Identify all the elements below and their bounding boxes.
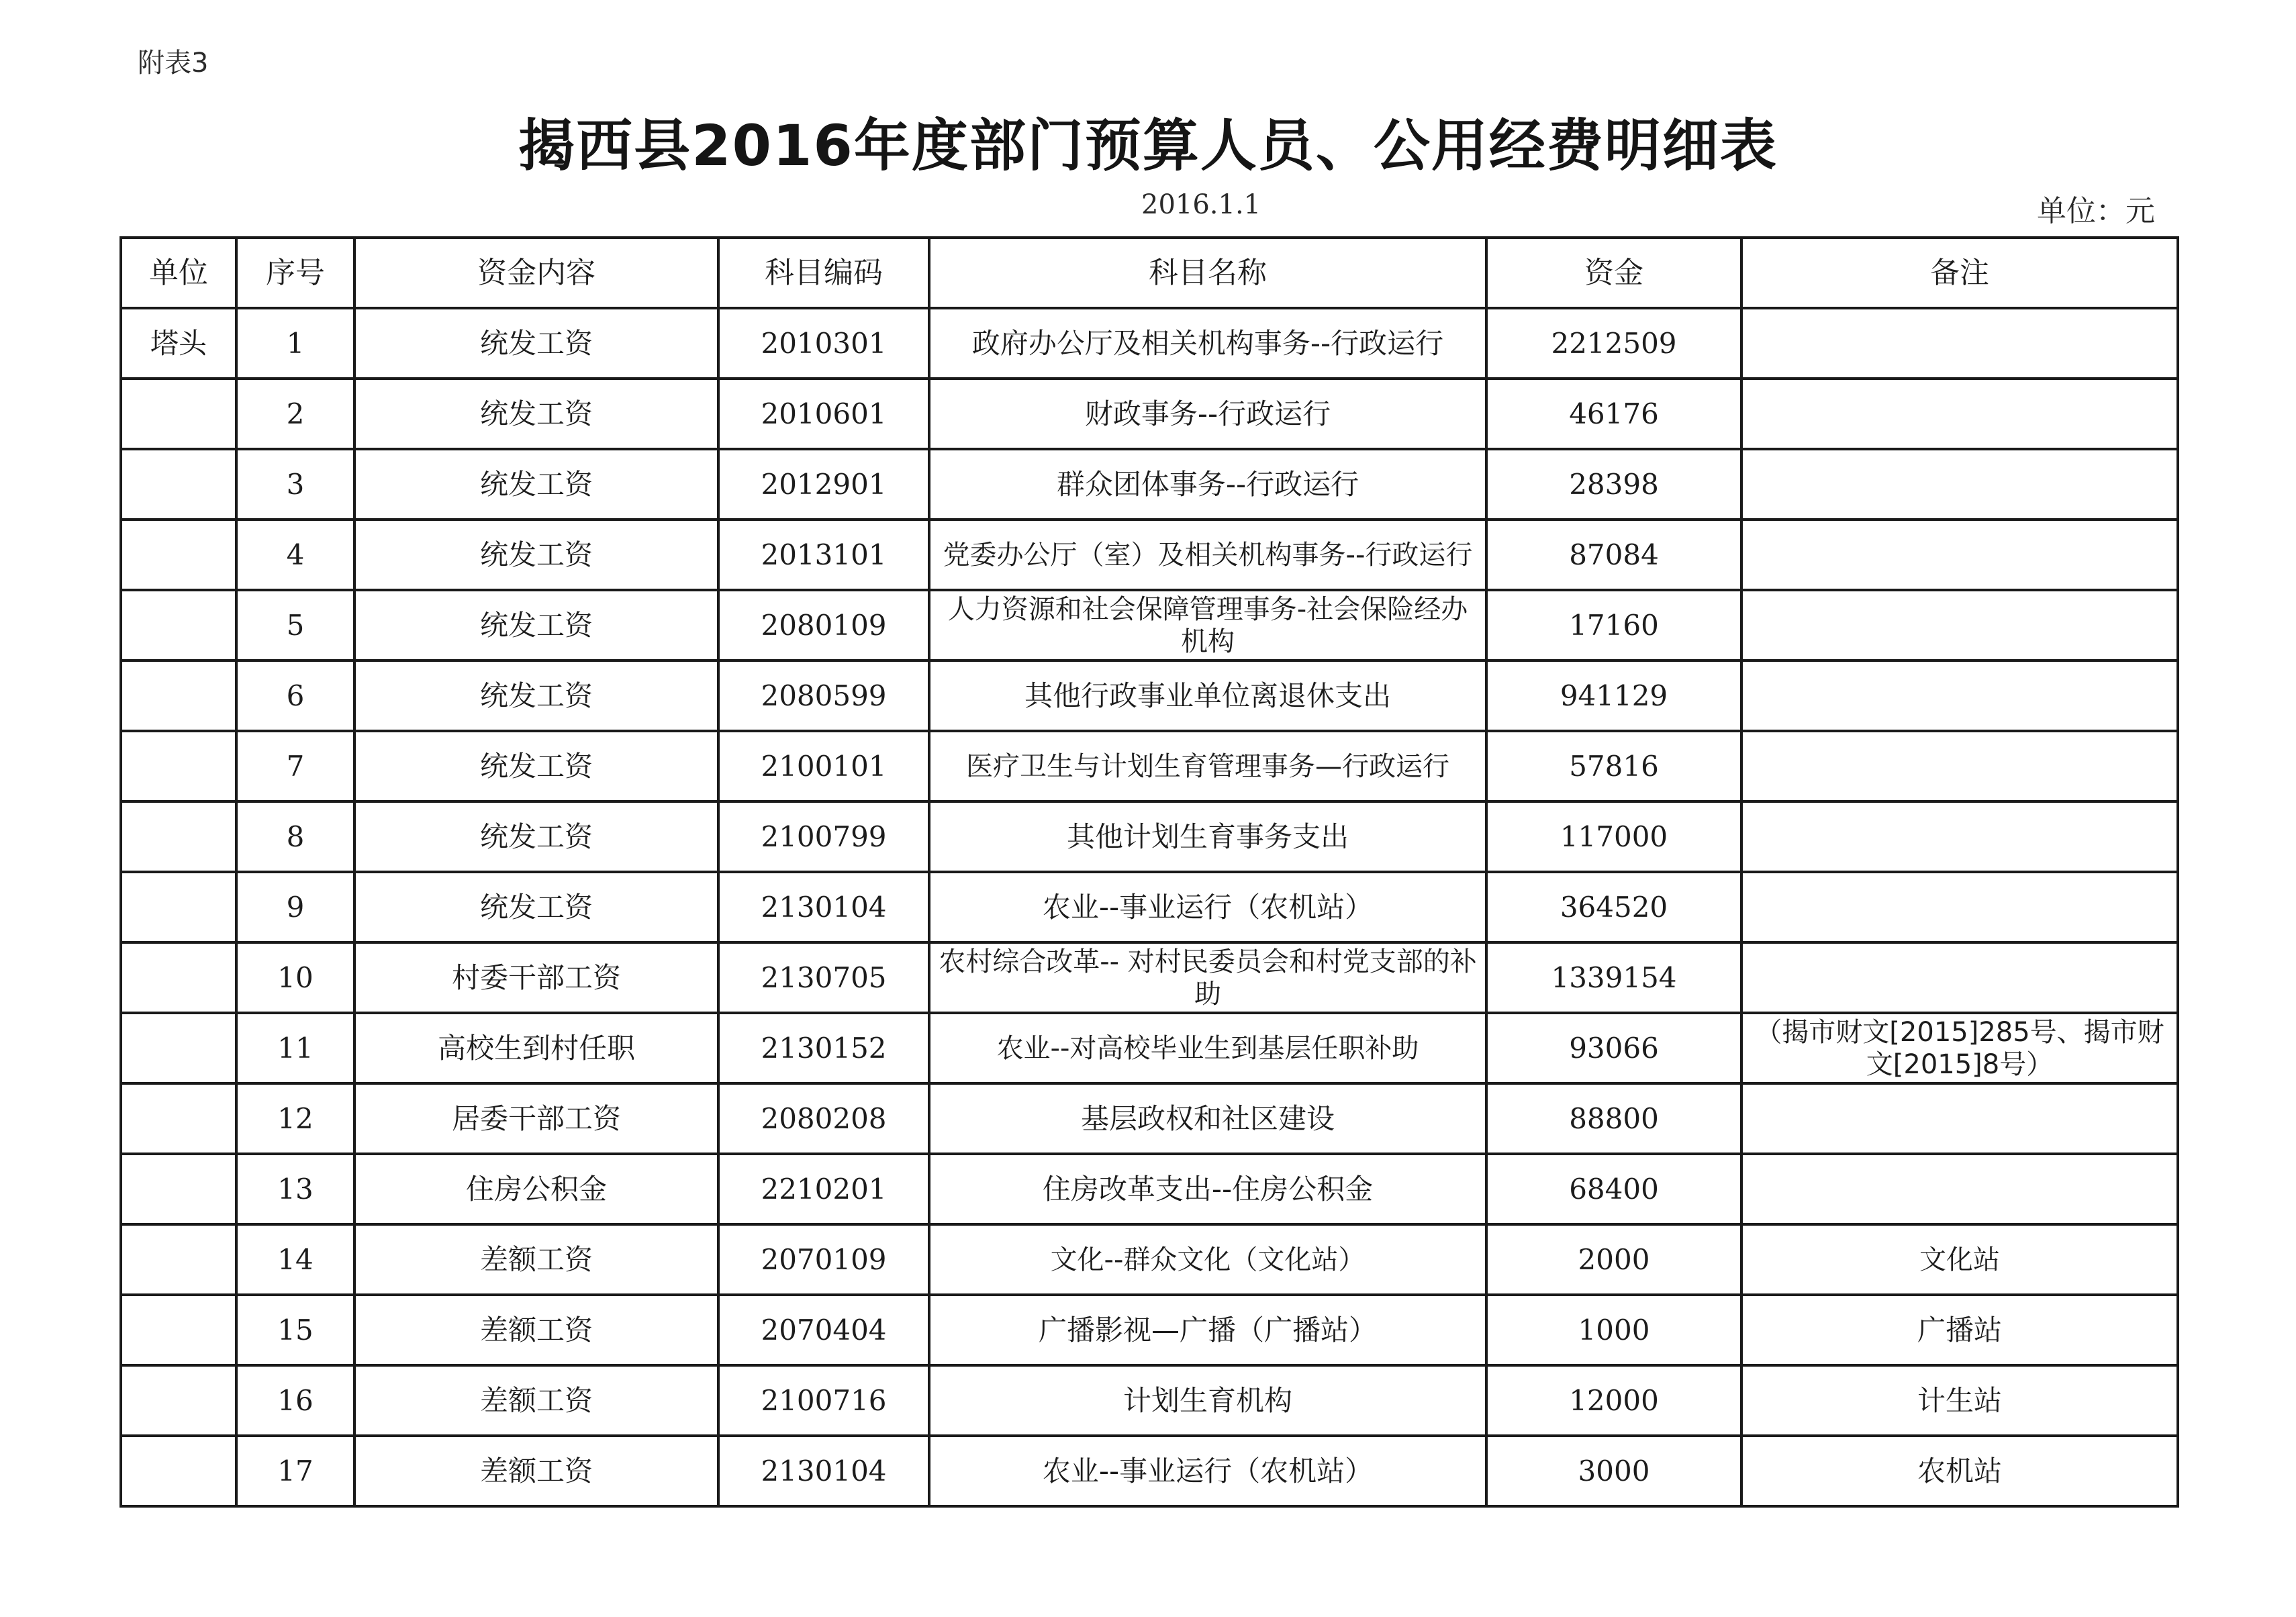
cell-amount: 17160: [1486, 590, 1741, 660]
cell-code: 2013101: [718, 520, 929, 590]
cell-seq: 11: [236, 1013, 354, 1083]
cell-seq: 14: [236, 1224, 354, 1295]
cell-code: 2130104: [718, 872, 929, 942]
cell-content: 差额工资: [354, 1436, 718, 1506]
cell-subject-name: 政府办公厅及相关机构事务--行政运行: [929, 308, 1486, 379]
cell-code: 2010601: [718, 379, 929, 449]
cell-content: 差额工资: [354, 1365, 718, 1436]
cell-code: 2070404: [718, 1295, 929, 1365]
header-code: 科目编码: [718, 238, 929, 308]
cell-content: 统发工资: [354, 308, 718, 379]
cell-content: 统发工资: [354, 731, 718, 801]
table-row: [121, 731, 2178, 801]
table-row: [121, 590, 2178, 660]
cell-amount: 3000: [1486, 1436, 1741, 1506]
cell-code: 2012901: [718, 449, 929, 520]
cell-unit: [121, 942, 236, 1013]
cell-content: 统发工资: [354, 801, 718, 872]
cell-remark: [1741, 590, 2178, 660]
cell-content: 统发工资: [354, 872, 718, 942]
cell-remark: [1741, 872, 2178, 942]
cell-amount: 57816: [1486, 731, 1741, 801]
cell-amount: 2212509: [1486, 308, 1741, 379]
cell-amount: 88800: [1486, 1083, 1741, 1154]
cell-unit: [121, 1295, 236, 1365]
cell-code: 2100799: [718, 801, 929, 872]
cell-amount: 46176: [1486, 379, 1741, 449]
cell-remark: [1741, 379, 2178, 449]
cell-amount: 28398: [1486, 449, 1741, 520]
cell-code: 2080599: [718, 660, 929, 731]
cell-subject-name: 文化--群众文化（文化站）: [929, 1224, 1486, 1295]
table-row: [121, 660, 2178, 731]
cell-unit: [121, 1154, 236, 1224]
cell-code: 2010301: [718, 308, 929, 379]
cell-subject-name: 农业--对高校毕业生到基层任职补助: [929, 1013, 1486, 1083]
cell-code: 2070109: [718, 1224, 929, 1295]
cell-remark: [1741, 731, 2178, 801]
cell-seq: 15: [236, 1295, 354, 1365]
cell-unit: [121, 1365, 236, 1436]
table-header-row: [121, 238, 2178, 308]
cell-remark: （揭市财文[2015]285号、揭市财文[2015]8号）: [1741, 1013, 2178, 1083]
header-amount: 资金: [1486, 238, 1741, 308]
cell-code: 2100716: [718, 1365, 929, 1436]
cell-code: 2100101: [718, 731, 929, 801]
cell-subject-name: 广播影视—广播（广播站）: [929, 1295, 1486, 1365]
document-date: 2016.1.1: [1141, 189, 1261, 220]
cell-subject-name: 党委办公厅（室）及相关机构事务--行政运行: [929, 520, 1486, 590]
cell-subject-name: 财政事务--行政运行: [929, 379, 1486, 449]
cell-remark: 计生站: [1741, 1365, 2178, 1436]
cell-unit: [121, 1436, 236, 1506]
cell-content: 统发工资: [354, 590, 718, 660]
header-seq: 序号: [236, 238, 354, 308]
cell-code: 2210201: [718, 1154, 929, 1224]
cell-subject-name: 计划生育机构: [929, 1365, 1486, 1436]
table-row: [121, 1013, 2178, 1083]
cell-content: 村委干部工资: [354, 942, 718, 1013]
table-row: [121, 801, 2178, 872]
table-row: [121, 1154, 2178, 1224]
cell-code: 2080208: [718, 1083, 929, 1154]
cell-content: 差额工资: [354, 1295, 718, 1365]
table-row: [121, 308, 2178, 379]
cell-content: 高校生到村任职: [354, 1013, 718, 1083]
cell-content: 统发工资: [354, 660, 718, 731]
cell-content: 统发工资: [354, 520, 718, 590]
budget-table: [119, 236, 2179, 1508]
cell-subject-name: 医疗卫生与计划生育管理事务—行政运行: [929, 731, 1486, 801]
cell-content: 差额工资: [354, 1224, 718, 1295]
header-remark: 备注: [1741, 238, 2178, 308]
cell-subject-name: 群众团体事务--行政运行: [929, 449, 1486, 520]
cell-seq: 8: [236, 801, 354, 872]
cell-unit: [121, 520, 236, 590]
cell-seq: 16: [236, 1365, 354, 1436]
table-row: [121, 1083, 2178, 1154]
cell-seq: 3: [236, 449, 354, 520]
table-row: [121, 1365, 2178, 1436]
cell-seq: 12: [236, 1083, 354, 1154]
cell-unit: [121, 590, 236, 660]
currency-unit-label: 单位：元: [2037, 194, 2155, 228]
cell-unit: [121, 1013, 236, 1083]
page-title: 揭西县2016年度部门预算人员、公用经费明细表: [518, 113, 1778, 179]
cell-subject-name: 农业--事业运行（农机站）: [929, 1436, 1486, 1506]
cell-seq: 9: [236, 872, 354, 942]
cell-remark: [1741, 660, 2178, 731]
cell-remark: [1741, 520, 2178, 590]
cell-remark: [1741, 801, 2178, 872]
cell-remark: [1741, 308, 2178, 379]
cell-code: 2130705: [718, 942, 929, 1013]
cell-remark: [1741, 449, 2178, 520]
cell-amount: 1000: [1486, 1295, 1741, 1365]
cell-unit: [121, 1224, 236, 1295]
cell-seq: 10: [236, 942, 354, 1013]
cell-seq: 4: [236, 520, 354, 590]
cell-subject-name: 农业--事业运行（农机站）: [929, 872, 1486, 942]
cell-amount: 117000: [1486, 801, 1741, 872]
cell-subject-name: 基层政权和社区建设: [929, 1083, 1486, 1154]
cell-unit: [121, 449, 236, 520]
cell-unit: [121, 731, 236, 801]
cell-remark: [1741, 1083, 2178, 1154]
cell-amount: 87084: [1486, 520, 1741, 590]
header-name: 科目名称: [929, 238, 1486, 308]
cell-remark: 文化站: [1741, 1224, 2178, 1295]
cell-content: 统发工资: [354, 379, 718, 449]
cell-amount: 2000: [1486, 1224, 1741, 1295]
cell-unit: [121, 1083, 236, 1154]
cell-seq: 6: [236, 660, 354, 731]
cell-unit: 塔头: [121, 308, 236, 379]
table-row: [121, 1295, 2178, 1365]
header-content: 资金内容: [354, 238, 718, 308]
cell-content: 住房公积金: [354, 1154, 718, 1224]
cell-amount: 1339154: [1486, 942, 1741, 1013]
cell-seq: 2: [236, 379, 354, 449]
table-row: [121, 942, 2178, 1013]
cell-subject-name: 农村综合改革-- 对村民委员会和村党支部的补助: [929, 942, 1486, 1013]
cell-unit: [121, 801, 236, 872]
cell-content: 居委干部工资: [354, 1083, 718, 1154]
cell-code: 2130104: [718, 1436, 929, 1506]
cell-amount: 941129: [1486, 660, 1741, 731]
cell-amount: 364520: [1486, 872, 1741, 942]
cell-content: 统发工资: [354, 449, 718, 520]
cell-remark: 广播站: [1741, 1295, 2178, 1365]
cell-seq: 17: [236, 1436, 354, 1506]
cell-subject-name: 住房改革支出--住房公积金: [929, 1154, 1486, 1224]
table-row: [121, 379, 2178, 449]
cell-subject-name: 人力资源和社会保障管理事务-社会保险经办机构: [929, 590, 1486, 660]
cell-amount: 12000: [1486, 1365, 1741, 1436]
cell-seq: 7: [236, 731, 354, 801]
cell-remark: 农机站: [1741, 1436, 2178, 1506]
cell-amount: 68400: [1486, 1154, 1741, 1224]
appendix-label: 附表3: [138, 48, 209, 79]
table-row: [121, 1436, 2178, 1506]
header-unit: 单位: [121, 238, 236, 308]
cell-subject-name: 其他行政事业单位离退休支出: [929, 660, 1486, 731]
cell-seq: 5: [236, 590, 354, 660]
table-row: [121, 872, 2178, 942]
cell-seq: 1: [236, 308, 354, 379]
cell-code: 2130152: [718, 1013, 929, 1083]
cell-unit: [121, 660, 236, 731]
cell-subject-name: 其他计划生育事务支出: [929, 801, 1486, 872]
cell-unit: [121, 872, 236, 942]
table-row: [121, 449, 2178, 520]
table-row: [121, 520, 2178, 590]
cell-seq: 13: [236, 1154, 354, 1224]
cell-amount: 93066: [1486, 1013, 1741, 1083]
cell-remark: [1741, 1154, 2178, 1224]
cell-code: 2080109: [718, 590, 929, 660]
cell-unit: [121, 379, 236, 449]
cell-remark: [1741, 942, 2178, 1013]
table-row: [121, 1224, 2178, 1295]
